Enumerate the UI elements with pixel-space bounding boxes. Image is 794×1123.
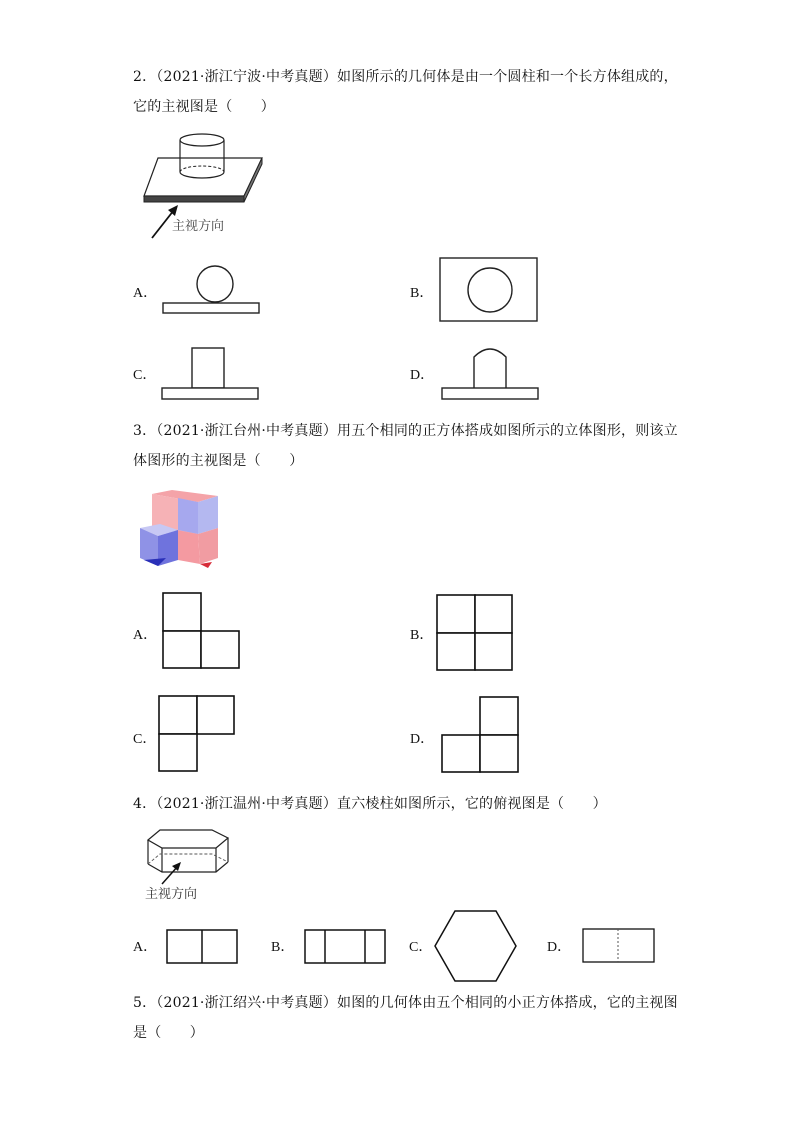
q4-stem-line1: 4．（2021·浙江温州·中考真题）直六棱柱如图所示，它的俯视图是（ ） [133, 796, 607, 812]
q3-option-b-figure[interactable] [435, 593, 515, 673]
q2-option-c-figure[interactable] [158, 345, 262, 403]
q4-option-a-label[interactable]: A． [133, 940, 158, 955]
q3-stem-line2: 体图形的主视图是（ ） [133, 453, 304, 469]
q3-option-d-label[interactable]: D． [410, 732, 435, 747]
q2-option-a-figure[interactable] [160, 258, 265, 318]
q4-option-d-label[interactable]: D． [547, 940, 572, 955]
q2-option-c-label[interactable]: C． [133, 368, 157, 383]
q5-stem-line2: 是（ ） [133, 1025, 204, 1041]
q4-option-c-label[interactable]: C． [409, 940, 433, 955]
q3-stem-line1: 3．（2021·浙江台州·中考真题）用五个相同的正方体搭成如图所示的立体图形，则该立 [133, 423, 678, 439]
q4-view-direction-label: 主视方向 [145, 887, 198, 902]
q2-view-direction-label: 主视方向 [172, 219, 225, 234]
q3-cube-figure [138, 488, 224, 570]
q4-option-c-figure[interactable] [433, 908, 519, 984]
q2-option-d-label[interactable]: D． [410, 368, 435, 383]
q4-option-b-figure[interactable] [303, 928, 388, 966]
q2-stem-line2: 它的主视图是（ ） [133, 99, 275, 115]
q3-option-d-figure[interactable] [440, 695, 522, 775]
q2-option-d-figure[interactable] [438, 343, 542, 403]
q4-option-d-figure[interactable] [581, 927, 657, 965]
q3-option-b-label[interactable]: B． [410, 628, 434, 643]
q3-option-c-label[interactable]: C． [133, 732, 157, 747]
q3-option-a-figure[interactable] [161, 591, 243, 671]
q2-option-b-label[interactable]: B． [410, 286, 434, 301]
q3-option-a-label[interactable]: A． [133, 628, 158, 643]
q3-option-c-figure[interactable] [157, 694, 237, 774]
q2-stem-line1: 2．（2021·浙江宁波·中考真题）如图所示的几何体是由一个圆柱和一个长方体组成的， [133, 69, 678, 85]
q4-option-b-label[interactable]: B． [271, 940, 295, 955]
q2-option-b-figure[interactable] [438, 256, 540, 324]
q5-stem-line1: 5．（2021·浙江绍兴·中考真题）如图的几何体由五个相同的小正方体搭成，它的主视图 [133, 995, 678, 1011]
q2-option-a-label[interactable]: A． [133, 286, 158, 301]
q4-option-a-figure[interactable] [165, 928, 240, 966]
